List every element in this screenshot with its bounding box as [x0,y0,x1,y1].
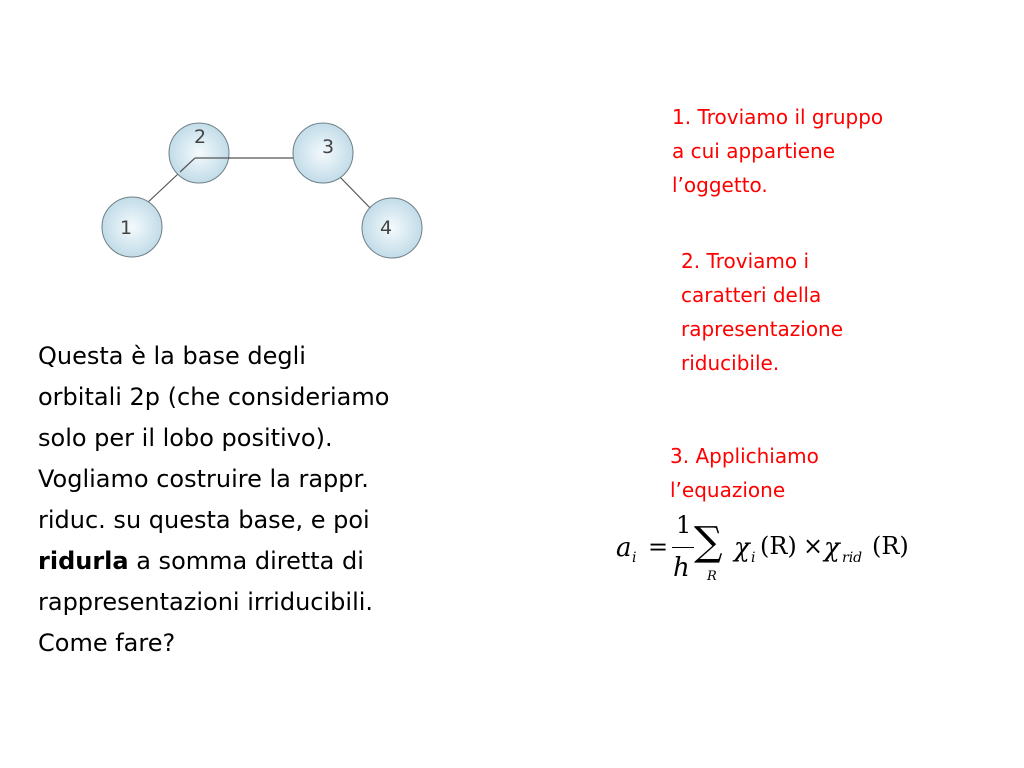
step-1-line: a cui appartiene [672,139,836,163]
atom-2 [169,123,229,183]
atom-label: 4 [379,217,393,239]
eq-equals: = [648,533,669,561]
eq-sum-sub: R [707,569,717,584]
main-line: solo per il lobo positivo). [38,424,333,452]
atom-label: 3 [321,136,335,158]
fraction-bar [672,547,694,548]
step-2-text [681,244,981,380]
eq-chi-rid-sub: rid [842,550,863,566]
main-line: Come fare? [38,629,176,657]
bold-word: ridurla [38,547,129,575]
step-2-line: caratteri della [681,283,822,307]
step-1-line: 1. Troviamo il gruppo [672,105,884,129]
main-paragraph [38,336,518,664]
step-1-line: l’oggetto. [672,173,768,197]
eq-chi-rid: χ [824,533,840,563]
eq-denominator: h [673,553,690,583]
eq-a: a [616,533,632,563]
bond-3-4 [338,175,375,213]
step-2-line: 2. Troviamo i [681,249,810,273]
atom-3 [293,123,353,183]
step-3-line: l’equazione [670,478,786,502]
atom-4 [362,198,422,258]
atom-label: 2 [193,126,207,148]
eq-chi-i: χ [734,533,750,563]
step-2-line: riducibile. [681,351,780,375]
atom-label: 1 [119,217,133,239]
main-line: orbitali 2p (che consideriamo [38,383,390,411]
main-line: Questa è la base degli [38,342,306,370]
step-2-line: rapresentazione [681,317,844,341]
sum-symbol: ∑ [694,519,723,565]
reduction-formula [610,505,930,595]
main-line: rappresentazioni irriducibili. [38,588,374,616]
main-line: riduc. su questa base, e poi [38,506,370,534]
main-line [38,541,518,582]
eq-arg-1: (R) [760,532,797,560]
eq-a-sub: i [632,550,637,566]
eq-arg-2: (R) [872,532,909,560]
atom-1 [102,197,162,257]
eq-chi-i-sub: i [751,550,756,566]
main-line: Vogliamo costruire la rappr. [38,465,369,493]
main-line-rest: a somma diretta di [128,547,364,575]
step-3-line: 3. Applichiamo [670,444,819,468]
step-1-text [672,100,972,202]
eq-numerator: 1 [676,511,692,539]
eq-times: × [803,532,824,560]
step-3-text [670,439,970,507]
